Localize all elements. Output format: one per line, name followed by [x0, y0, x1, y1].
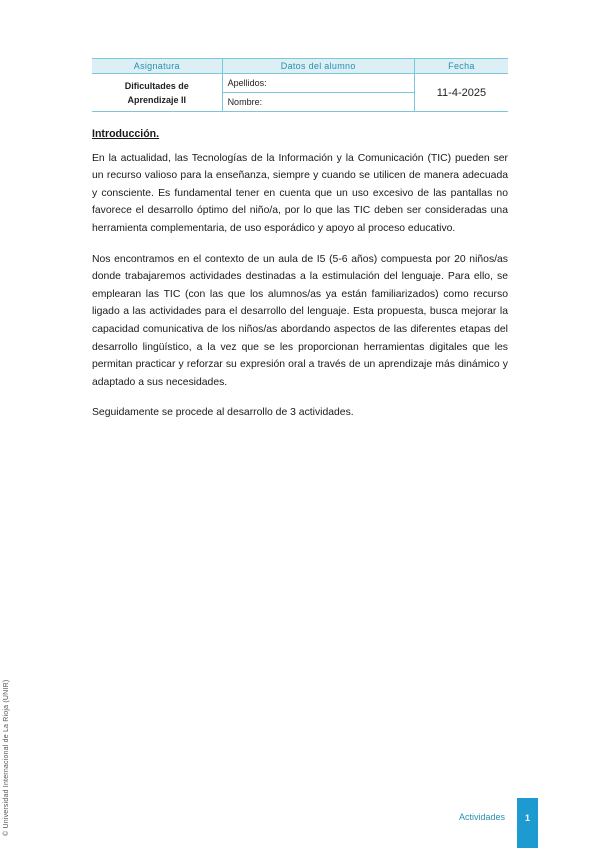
page-number: 1	[524, 813, 530, 823]
surname-field: Apellidos:	[222, 74, 414, 93]
paragraph-3: Seguidamente se procede al desarrollo de 3 actividades.	[92, 407, 354, 419]
header-table	[92, 58, 508, 112]
header-col-student: Datos del alumno	[222, 59, 414, 74]
page-number-tab	[517, 798, 538, 848]
footer-section-label: Actividades	[458, 812, 505, 822]
subject-cell	[92, 74, 222, 112]
side-copyright: © Universidad Internacional de La Rioja (UNIR)	[3, 679, 10, 836]
paragraph-2: Nos encontramos en el contexto de un aula de I5 (5-6 años) compuesta por 20 niños/as donde trabajaremos actividades destinadas a la estimulación del lenguaje. Para ello, se emplearan las TIC (con las que los alumnos/as ya están familiarizados) como recurso ligado a las actividades para el desarrollo del lenguaje. Esta propuesta, busca mejorar la capacidad comunicativa de los niños/as abordando aspectos de las diferentes etapas del desarrollo lingüístico, a la vez que se les proporcionan herramientas digitales que les permitan practicar y reforzar su expresión oral a través de un aprendizaje más dinámico y adaptado a sus necesidades.	[92, 253, 508, 388]
paragraph-1: En la actualidad, las Tecnologías de la Información y la Comunicación (TIC) pueden ser un recurso valioso para la enseñanza, siempre y cuando se utilicen de manera adecuada y consciente. Es fundamental tener en cuenta que un uso excesivo de las pantallas no favorece el desarrollo óptimo del niño/a, por lo que las TIC deben ser consideradas una herramienta complementaria, de uso esporádico y apoyo al proceso educativo.	[92, 152, 508, 234]
section-heading: Introducción.	[92, 128, 160, 140]
document-body	[92, 126, 508, 435]
subject-line-1: Dificultades de	[124, 80, 189, 91]
subject-line-2: Aprendizaje II	[127, 94, 187, 105]
name-field: Nombre:	[222, 93, 414, 112]
header-col-subject: Asignatura	[92, 59, 222, 74]
date-value: 11-4-2025	[414, 74, 508, 112]
header-col-date: Fecha	[414, 59, 508, 74]
